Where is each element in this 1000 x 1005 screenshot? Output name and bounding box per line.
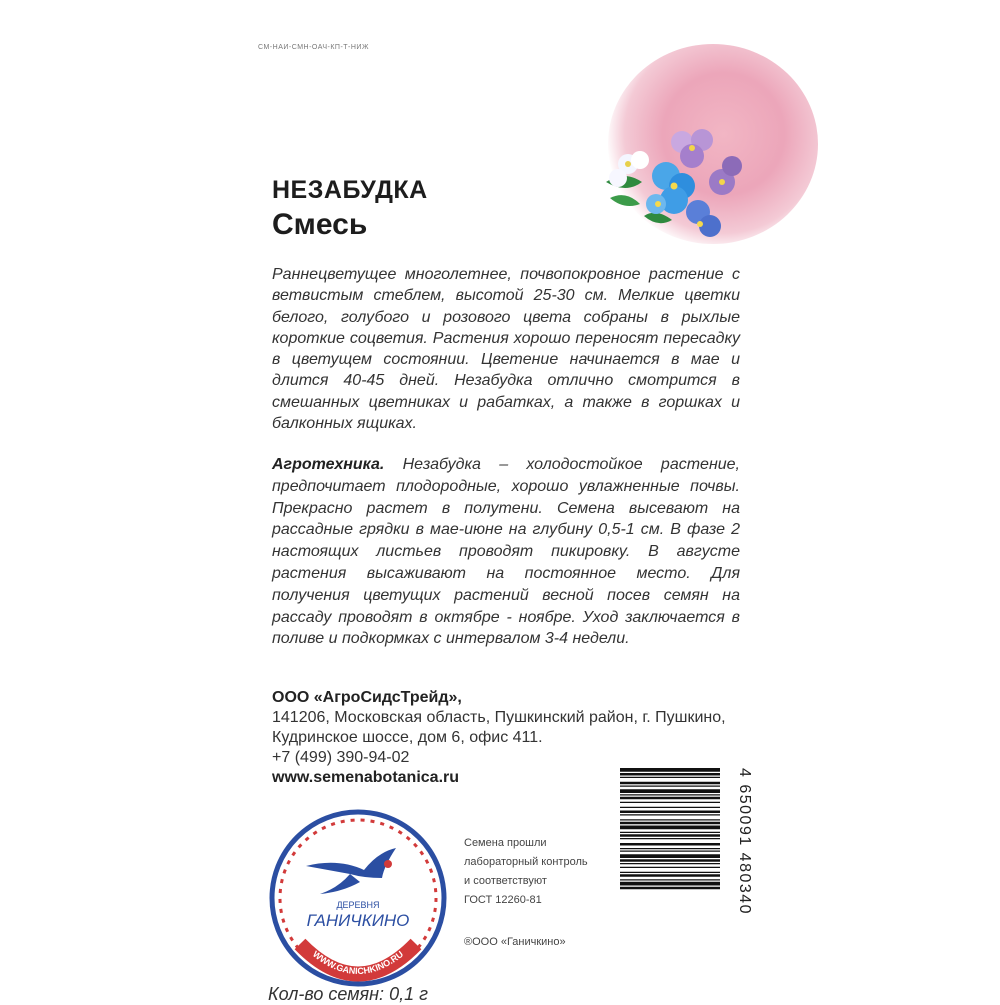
agrotech-text: Незабудка – холодостойкое растение, предпочитает плодородные, хорошо увлажненные почвы. Прекрасно растет в полутени. Семена высевают на рассадные грядки в мае-июне на глубину 0,5-1 см. В фазе 2 настоящих листьев проводят пикировку. В августе растения высаживают на постоянное место. Для получения цветущих растений весной посев семян на рассаду проводят в октябре - ноябре. Уход заключается в поливе и подкормках с интервалом 3-4 недели.: [272, 456, 740, 648]
certification-line: ГОСТ 12260-81: [464, 894, 542, 906]
barcode-bar: [620, 811, 720, 814]
description-text: Раннецветущее многолетнее, почвопокровное растение с ветвистым стеблем, высотой 25-30 см. Мелкие цветки белого, голубого и розового цвета собраны в рыхлые короткие соцветия. Растения хорошо переносят пересадку в цветущем состоянии. Цветение начинается в мае и длится 40-45 дней. Незабудка отлично смотрится в смешанных цветниках и рабатках, а также в горшках и балконных ящиках.: [272, 266, 740, 433]
certification-line: и соответствуют: [464, 875, 547, 887]
flower-blue: [646, 162, 721, 237]
seed-quantity: [268, 984, 428, 1005]
barcode-digits: 4 650091 480340: [736, 768, 753, 916]
barcode-bar: [620, 807, 720, 808]
barcode-bar: [620, 832, 720, 833]
barcode-bar: [620, 773, 720, 776]
barcode-bar: [620, 882, 720, 886]
barcode-bar: [620, 848, 720, 849]
company-name: ООО «АгроСидсТрейд»,: [272, 689, 462, 706]
barcode-bar: [620, 802, 720, 803]
barcode-bar: [620, 814, 720, 815]
barcode-bar: [620, 872, 720, 873]
barcode-bar: [620, 797, 720, 800]
copyright-text: ®ООО «Ганичкино»: [464, 936, 566, 948]
barcode-bar: [620, 838, 720, 839]
barcode-bar: [620, 874, 720, 877]
logo-top-text: ДЕРЕВНЯ: [336, 900, 380, 910]
barcode-bar: [620, 777, 720, 778]
barcode-bar: [620, 819, 720, 820]
barcode: [616, 764, 753, 1000]
forget-me-not-illustration: [596, 120, 746, 260]
ganichkino-logo: [268, 808, 448, 988]
company-website[interactable]: www.semenabotanica.ru: [272, 769, 460, 786]
barcode-bar: [620, 786, 720, 787]
barcode-bars: [620, 768, 720, 889]
header-code: СМ-НАИ-СМН-ОАЧ-КП-Т-НИЖ: [258, 44, 369, 51]
barcode-bar: [620, 834, 720, 837]
barcode-bar: [620, 887, 720, 890]
certification-line: лабораторный контроль: [464, 856, 588, 868]
barcode-bar: [620, 854, 720, 858]
barcode-bar: [620, 851, 720, 852]
certification-note: [464, 834, 624, 910]
product-title: НЕЗАБУДКА: [272, 176, 428, 204]
barcode-bar: [620, 794, 720, 795]
barcode-bar: [620, 879, 720, 880]
seed-quantity-value: 0,1 г: [389, 984, 428, 1004]
product-subtitle: Смесь: [272, 208, 368, 241]
barcode-bar: [620, 867, 720, 868]
company-address-line2: Кудринское шоссе, дом 6, офис 411.: [272, 729, 543, 746]
barcode-bar: [620, 789, 720, 793]
logo-main-text: ГАНИЧКИНО: [306, 911, 410, 930]
barcode-bar: [620, 822, 720, 825]
logo-ribbon-text: WWW.GANICHKINO.RU: [310, 948, 406, 977]
barcode-bar: [620, 782, 720, 785]
barcode-bar: [620, 863, 720, 864]
agrotech-label: Агротехника.: [272, 456, 385, 473]
company-phone: +7 (499) 390-94-02: [272, 749, 410, 766]
company-address-line1: 141206, Московская область, Пушкинский район, г. Пушкино,: [272, 709, 726, 726]
seed-quantity-label: Кол-во семян:: [268, 984, 385, 1004]
barcode-bar: [620, 843, 720, 846]
agrotech-block: [272, 454, 740, 650]
barcode-bar: [620, 859, 720, 862]
certification-line: Семена прошли: [464, 837, 547, 849]
barcode-bar: [620, 826, 720, 830]
barcode-bar: [620, 768, 720, 772]
